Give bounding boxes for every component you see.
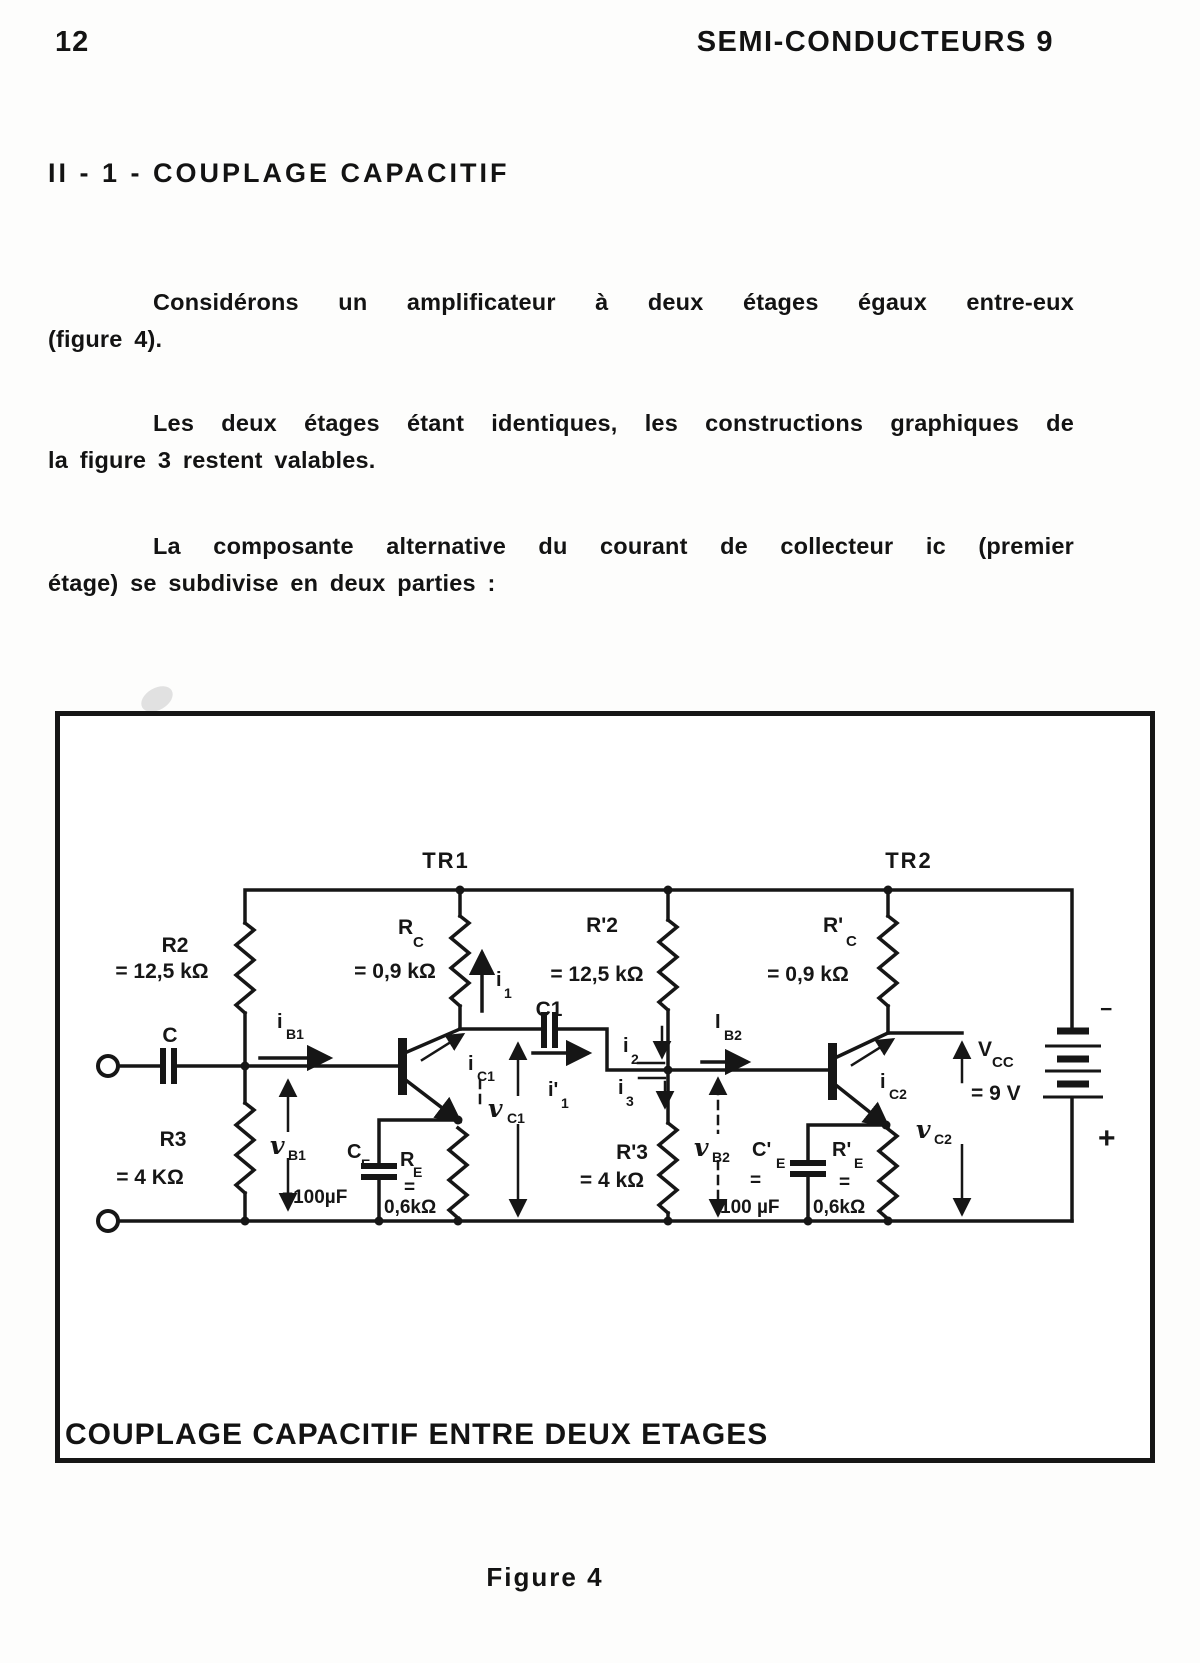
label-ic2: iC2 — [880, 1071, 907, 1102]
paragraph-line: (figure 4). — [48, 326, 163, 352]
running-header: SEMI-CONDUCTEURS 9 — [696, 26, 1054, 58]
label-tr1: TR1 — [422, 848, 470, 873]
label-vc2: v C2 — [916, 1115, 952, 1147]
paragraph-3 — [48, 528, 1074, 602]
label-i3: i3 — [618, 1077, 634, 1109]
label-rp3: R'3 — [616, 1141, 648, 1164]
top-rail — [245, 890, 1072, 1028]
resistor-rc — [451, 916, 469, 1006]
label-vc1: v C1 — [488, 1094, 525, 1126]
value-rc: = 0,9 kΩ — [354, 960, 436, 983]
label-i1: i1 — [496, 969, 512, 1001]
value-r3: = 4 KΩ — [116, 1166, 184, 1189]
resistor-rpc — [879, 916, 897, 1006]
value-re: 0,6kΩ — [384, 1197, 437, 1218]
label-rc: RC — [398, 916, 424, 951]
label-c1: C1 — [535, 998, 563, 1021]
tr1-emitter — [407, 1081, 458, 1120]
figure-label: Figure 4 — [486, 1562, 604, 1592]
label-ip1: i'1 — [548, 1079, 569, 1111]
resistor-rpe — [879, 1129, 897, 1219]
resistor-re — [449, 1128, 467, 1218]
eq-re: = — [404, 1177, 416, 1198]
value-ce: =100µF — [282, 1187, 348, 1208]
label-i2: i2 — [623, 1035, 639, 1067]
label-c: C — [162, 1024, 178, 1047]
resistor-r2 — [236, 923, 254, 1013]
label-vcc: VCC — [978, 1038, 1014, 1071]
paragraph-line: étage) se subdivise en deux parties : — [48, 570, 496, 596]
label-ib2: IB2 — [715, 1011, 742, 1043]
figure-4-box — [55, 711, 1155, 1463]
value-rp2: = 12,5 kΩ — [550, 963, 644, 986]
value-rpc: = 0,9 kΩ — [767, 963, 849, 986]
label-ic1: iC1 — [468, 1053, 495, 1084]
label-vb2: v B2 — [694, 1133, 730, 1165]
tr2-emitter — [837, 1086, 886, 1125]
wire — [558, 1029, 828, 1070]
label-r3: R3 — [159, 1128, 187, 1151]
tr1-collector-arrow — [422, 1035, 462, 1060]
label-re: R E — [400, 1149, 423, 1180]
label-ib1: iB1 — [277, 1011, 304, 1042]
label-rp2: R'2 — [586, 914, 618, 937]
label-cpe: C'E — [752, 1139, 786, 1171]
input-terminal-top — [98, 1056, 118, 1076]
paragraph-line: Considérons un amplificateur à deux étages égaux entre-eux — [153, 289, 1074, 315]
label-vb1: v B1 — [270, 1131, 306, 1163]
resistor-rp2 — [659, 920, 677, 1010]
label-tr2: TR2 — [885, 848, 933, 873]
circuit-diagram — [60, 716, 1150, 1458]
value-r2: = 12,5 kΩ — [115, 960, 209, 983]
label-ce: CE — [347, 1141, 371, 1172]
figure-caption: COUPLAGE CAPACITIF ENTRE DEUX ETAGES — [65, 1418, 769, 1451]
paragraph-1 — [48, 284, 1074, 358]
tr2-collector — [837, 1033, 888, 1057]
page-number: 12 — [55, 26, 90, 58]
paragraph-2 — [48, 405, 1074, 479]
eq-rpe: = — [839, 1172, 851, 1193]
value-rp3: = 4 kΩ — [579, 1169, 645, 1192]
paragraph-line: La composante alternative du courant de collecteur ic (premier — [153, 533, 1074, 559]
paragraph-line: Les deux étages étant identiques, les constructions graphiques de — [153, 410, 1074, 436]
transistor-tr1 — [398, 1038, 407, 1095]
section-heading: II - 1 - COUPLAGE CAPACITIF — [48, 158, 510, 188]
transistor-tr2 — [828, 1043, 837, 1100]
label-rpc: R'C — [823, 914, 857, 950]
value-cpe: 100 µF — [720, 1197, 780, 1218]
battery-plus-sign: + — [1098, 1122, 1116, 1155]
value-rpe: 0,6kΩ — [813, 1197, 866, 1218]
value-vcc: = 9 V — [971, 1082, 1021, 1105]
label-r2: R2 — [161, 934, 189, 957]
eq-cpe: = — [750, 1170, 762, 1191]
battery-minus-sign: − — [1100, 998, 1113, 1021]
label-rpe: R'E — [832, 1139, 864, 1171]
input-terminal-bottom — [98, 1211, 118, 1231]
paragraph-line: la figure 3 restent valables. — [48, 447, 376, 473]
resistor-r3 — [236, 1103, 254, 1193]
tr2-collector-arrow — [852, 1040, 892, 1065]
resistor-rp3 — [659, 1123, 677, 1213]
